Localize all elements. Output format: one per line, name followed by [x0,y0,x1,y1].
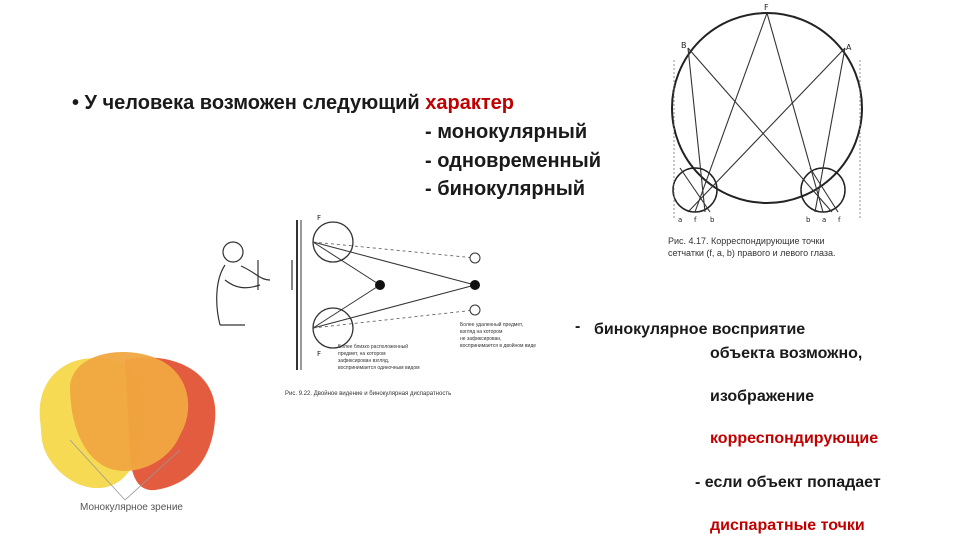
label-f-top: F [317,214,322,222]
right-line-6: диспаратные точки [710,517,865,534]
label-bl-a: a [678,216,683,224]
far-object-label: Более удаленный предмет, взгляд на котором не зафиксирован, воспринимается в двойном виде [460,322,537,349]
label-br-b: b [806,216,811,224]
label-br-a: a [822,216,827,224]
label-f-bottom: F [317,350,322,358]
label-b-left: B [681,41,687,50]
heading-prefix: • У человека возможен следующий [72,92,426,114]
near-object-label: Более близко расположенный предмет, на котором зафиксирован взгляд, воспринимается одиночным видом [338,344,420,371]
label-f-top: F [764,3,769,12]
right-line-4: корреспондирующие [710,430,879,447]
right-line-3: изображение [710,388,815,405]
heading-highlight: характер [425,92,514,114]
label-bl-f: f [694,216,697,224]
right-line-2: объекта возможно, [710,345,863,362]
corresponding-points-diagram [660,0,870,225]
right-line-1: бинокулярное восприятие [594,321,806,338]
right-line-5: - если объект попадает [695,474,881,491]
circle-caption-line1: Рис. 4.17. Корреспондирующие точки [668,236,825,246]
person-icon [217,242,292,325]
slide-heading [72,92,514,115]
option-binocular: - бинокулярный [425,178,586,200]
label-a-right: A [846,43,852,52]
right-dash: - [575,318,581,335]
circle-caption-line2: сетчатки (f, a, b) правого и левого глаза. [668,248,836,258]
monocular-vision-diagram [30,340,230,520]
diplopia-caption: Рис. 9.22. Двойное видение и бинокулярная диспаратность [285,391,452,397]
venn-caption: Монокулярное зрение [80,502,183,513]
option-monocular: - монокулярный [425,121,588,143]
label-br-f: f [838,216,841,224]
option-simultaneous: - одновременный [425,150,601,172]
label-bl-b: b [710,216,715,224]
